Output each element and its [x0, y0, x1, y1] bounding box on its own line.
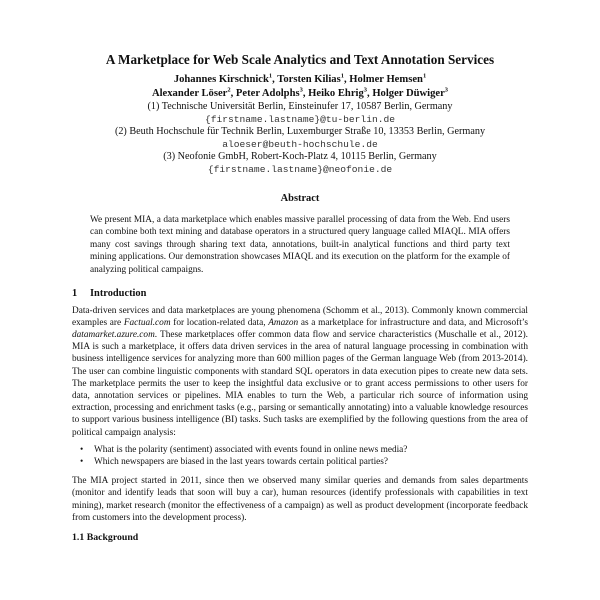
affiliation-2: (2) Beuth Hochschule für Technik Berlin, Luxemburger Straße 10, 13353 Berlin, Germany: [114, 126, 486, 138]
text-run: for location-related data,: [170, 317, 269, 328]
author-name: Holmer Hemsen: [349, 74, 423, 85]
text-run: as a marketplace for infrastructure and data, and Microsoft’s: [298, 317, 529, 328]
abstract-heading: Abstract: [280, 192, 320, 204]
paper-title: A Marketplace for Web Scale Analytics and Text Annotation Services: [105, 52, 495, 67]
question-list: [72, 444, 528, 468]
affiliation-3-email: {firstname.lastname}@neofonie.de: [207, 163, 393, 175]
author-affiliation-mark: 3: [299, 86, 303, 94]
introduction-paragraph-1: [72, 305, 528, 439]
emphasis-datamarket: datamarket.azure.com: [72, 329, 155, 340]
list-item: • Which newspapers are biased in the last years towards certain political parties?: [86, 456, 528, 468]
text-run: . These marketplaces offer common data flow and service characteristics (Muschalle et al., 2012). MIA is such a marketplace, it offers data driven services in the area of natural language processing in combination with business intelligence services for analyzing more than 600 million pages of the German language Web (from 2013-2014). The user can combine linguistic components with standard SQL operators in data execution pipes to create new data sets. The marketplace permits the user to keep the insightful data exclusive or to grant access permissions to other users for data, annotation services or pipelines. MIA enables to turn the Web, a particular rich source of information using extraction, processing and enrichment tasks (e.g., parsing or semantically annotating) into a valuable knowledge resources to support various business intelligence (BI) tasks. Such tasks are exemplified by the following questions from the area of political campaign analysis:: [72, 329, 528, 438]
abstract-text: We present MIA, a data marketplace which enables massive parallel processing of data from the Web. End users can combine both text mining and database operators in a structured query language called MIAQL. MIA offers many cost savings through sharing text data, annotations, built-in analytical functions and third party text mining applications. Our demonstration showcases MIAQL and its execution on the platform for the example of analyzing political campaigns.: [90, 214, 510, 275]
emphasis-amazon: Amazon: [268, 317, 299, 328]
author-name: Torsten Kilias: [277, 74, 341, 85]
author-affiliation-mark: 3: [444, 86, 449, 94]
text-run: Data-driven services and data marketplaces are young phenomena (Schomm et al., 2013). Commonly known commercial examples are: [72, 305, 528, 328]
author-name: Holger Düwiger: [372, 88, 445, 99]
author-affiliation-mark: 1: [268, 72, 273, 80]
emphasis-factual: Factual.com: [123, 317, 171, 328]
author-name: Peter Adolphs: [235, 88, 300, 99]
introduction-paragraph-2: The MIA project started in 2011, since then we observed many similar queries and demands from sales departments (monitor and identify leads that soon will buy a car), human resources (identify professionals with capabilities in text mining), market research (monitor the effectiveness of a campaign) as well as product development (incorporate feedback from customers into the development process).: [72, 476, 528, 523]
author-affiliation-mark: 3: [363, 86, 368, 94]
affiliation-2-email: aloeser@beuth-hochschule.de: [222, 138, 378, 150]
section-title: Introduction: [90, 287, 147, 299]
author-name: Alexander Löser: [151, 88, 228, 99]
authors-line-2: Alexander Löser$^2$, Peter Adolphs$^3$, Heiko Ehrig$^3$, Holger Düwiger$^3$: [151, 86, 449, 99]
affiliation-1: (1) Technische Universität Berlin, Einsteinufer 17, 10587 Berlin, Germany: [147, 101, 453, 112]
author-affiliation-mark: 2: [227, 86, 231, 94]
author-affiliation-mark: 1: [422, 72, 427, 80]
author-name: Johannes Kirschnick: [173, 74, 269, 85]
authors-line-1: Johannes Kirschnick$^1$, Torsten Kilias$^1$, Holmer Hemsen$^1$: [173, 72, 427, 85]
affiliation-1-email: {firstname.lastname}@tu-berlin.de: [205, 113, 395, 125]
list-item: • What is the polarity (sentiment) associated with events found in online news media?: [86, 444, 528, 456]
subsection-heading-background: 1.1 Background: [72, 531, 139, 543]
paper-header: [72, 0, 528, 177]
author-affiliation-mark: 1: [340, 72, 344, 80]
section-heading-introduction: [72, 288, 528, 299]
author-name: Heiko Ehrig: [308, 88, 364, 99]
affiliation-3: (3) Neofonie GmbH, Robert-Koch-Platz 4, 10115 Berlin, Germany: [163, 151, 437, 163]
section-number: 1: [72, 287, 78, 299]
